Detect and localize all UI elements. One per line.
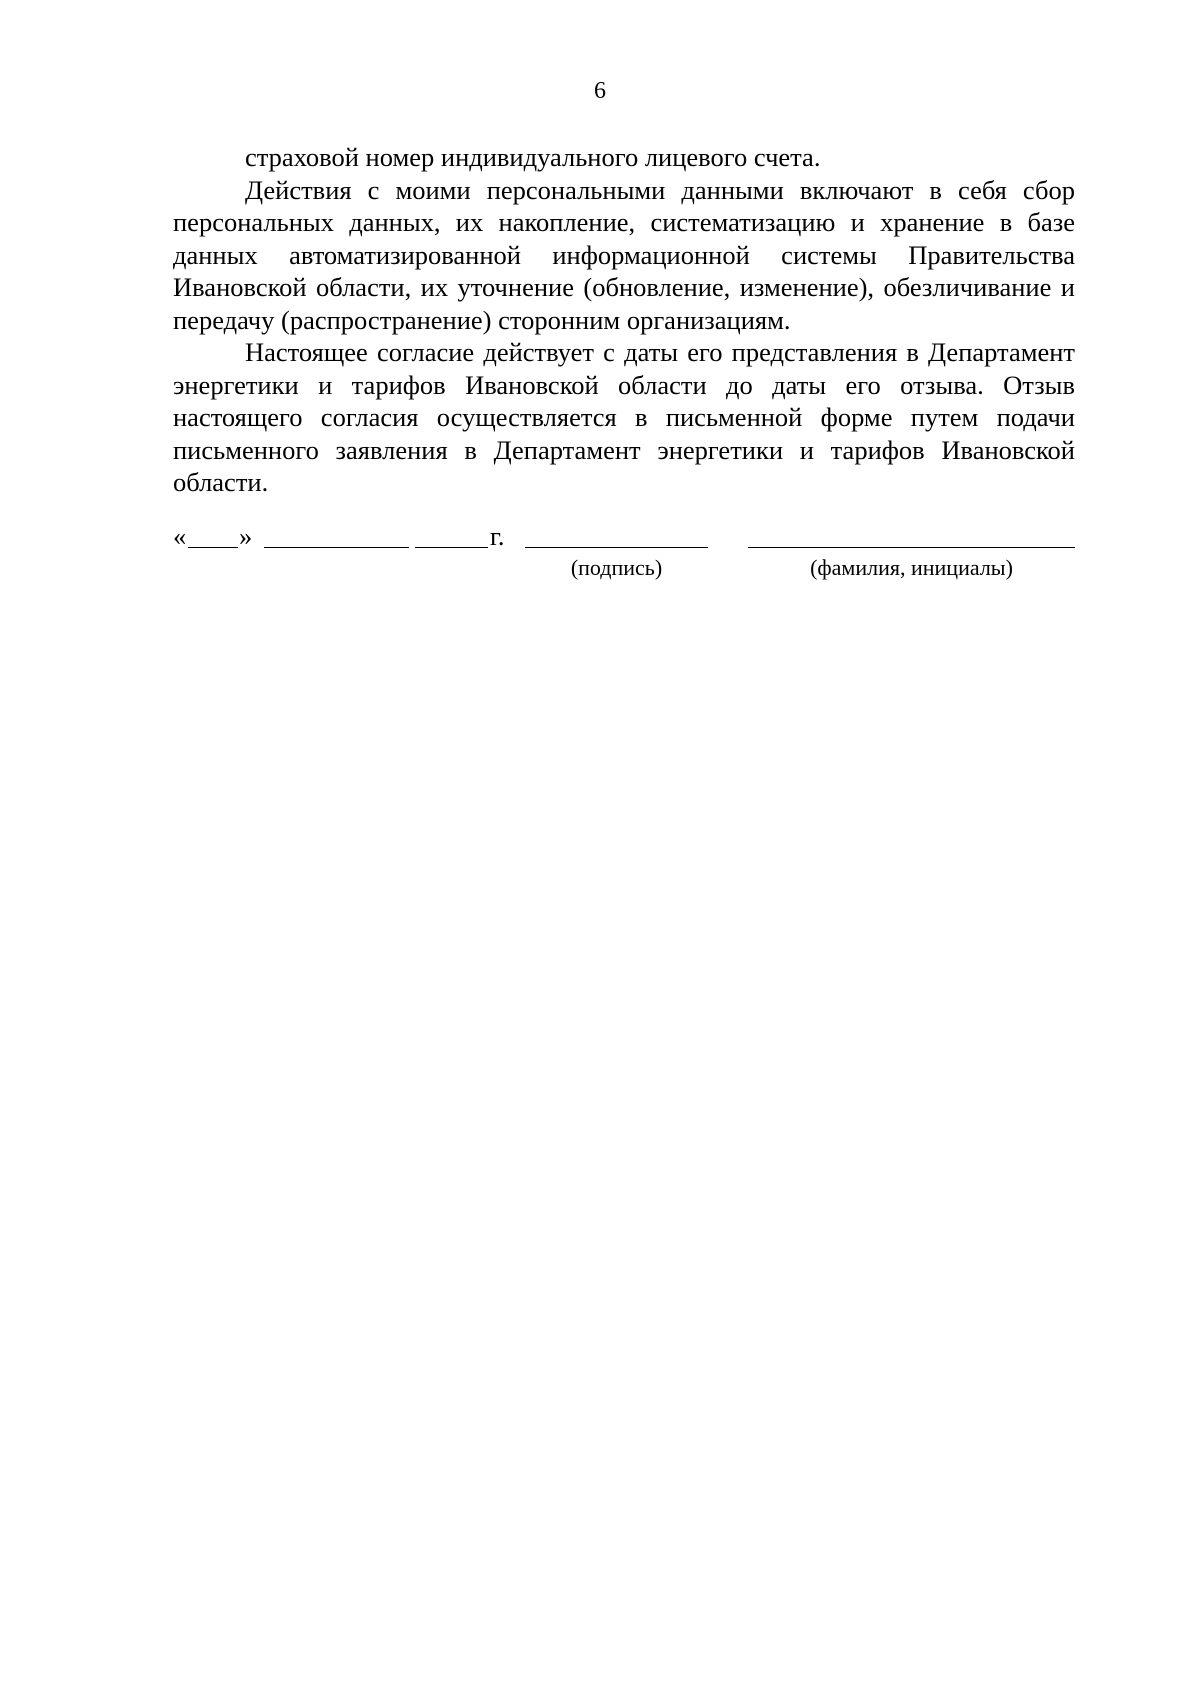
- name-line: [748, 547, 1075, 548]
- year-blank: [415, 547, 488, 548]
- paragraph-insurance-number: страховой номер индивидуального лицевого счета.: [245, 142, 821, 172]
- date-close-quote: »: [239, 521, 253, 551]
- signature-line: [525, 547, 708, 548]
- date-open-quote: «: [173, 521, 187, 551]
- paragraph-consent-validity: Настоящее согласие действует с даты его представления в Департамент энергетики и тарифов Ивановской области до даты его отзыва. Отзыв настоящего согласия осуществляется в письменной форме путем подачи письменного заявления в Департамент энергетики и тарифов Ивановской области.: [173, 337, 1075, 497]
- day-blank: [188, 547, 238, 548]
- page-number: 6: [594, 78, 606, 104]
- year-suffix: г.: [490, 521, 505, 551]
- month-blank: [264, 547, 409, 548]
- paragraph-data-actions: Действия с моими персональными данными включают в себя сбор персональных данных, их накопление, систематизацию и хранение в базе данных автоматизированной информационной системы Правительства Ивановской области, их уточнение (обновление, изменение), обезличивание и передачу (распространение) сторонним организациям.: [173, 174, 1075, 335]
- document-body: [173, 141, 1075, 499]
- signature-caption: (подпись): [570, 555, 663, 580]
- name-caption: (фамилия, инициалы): [810, 555, 1013, 580]
